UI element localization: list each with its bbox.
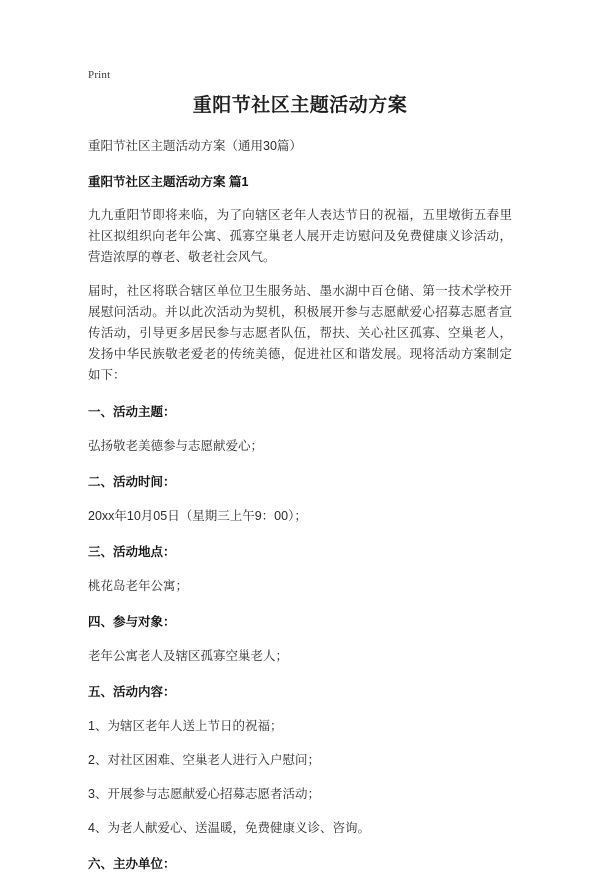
section-body-location: 桃花岛老年公寓； (88, 579, 189, 593)
section-heading-location: 三、活动地点： (88, 545, 176, 559)
section-heading-organizer: 六、主办单位： (88, 857, 176, 871)
section-heading-theme: 一、活动主题： (88, 405, 176, 419)
page-title: 重阳节社区主题活动方案 (192, 95, 408, 116)
print-link[interactable]: Print (88, 69, 111, 81)
section-body-time: 20xx年10月05日（星期三上午9：00）； (88, 509, 307, 523)
section-heading-participants: 四、参与对象： (88, 615, 176, 629)
print-bar (88, 66, 110, 82)
document-subtitle: 重阳节社区主题活动方案（通用30篇） (88, 139, 302, 153)
article-heading: 重阳节社区主题活动方案 篇1 (88, 175, 249, 189)
section-heading-content: 五、活动内容： (88, 685, 176, 699)
list-item: 4、为老人献爱心、送温暖，免费健康义诊、咨询。 (88, 821, 370, 835)
section-body-participants: 老年公寓老人及辖区孤寡空巢老人； (88, 649, 289, 663)
intro-paragraph-2: 届时，社区将联合辖区单位卫生服务站、墨水湖中百仓储、第一技术学校开展慰问活动。并以此次活动为契机，积极展开参与志愿献爱心招募志愿者宣传活动，引导更多居民参与志愿者队伍，帮扶、关心社区孤寡、空巢老人，发扬中华民族敬老爱老的传统美德，促进社区和谐发展。现将活动方案制定如下： (88, 284, 512, 382)
list-item: 2、对社区困难、空巢老人进行入户慰问； (88, 753, 320, 767)
list-item: 1、为辖区老年人送上节日的祝福； (88, 719, 283, 733)
intro-paragraph-1: 九九重阳节即将来临，为了向辖区老年人表达节日的祝福，五里墩街五春里社区拟组织向老年公寓、孤寡空巢老人展开走访慰问及免费健康义诊活动，营造浓厚的尊老、敬老社会风气。 (88, 208, 512, 264)
section-body-theme: 弘扬敬老美德参与志愿献爱心； (88, 439, 264, 453)
section-heading-time: 二、活动时间： (88, 475, 176, 489)
document-body (88, 92, 512, 874)
list-item: 3、开展参与志愿献爱心招募志愿者活动； (88, 787, 320, 801)
